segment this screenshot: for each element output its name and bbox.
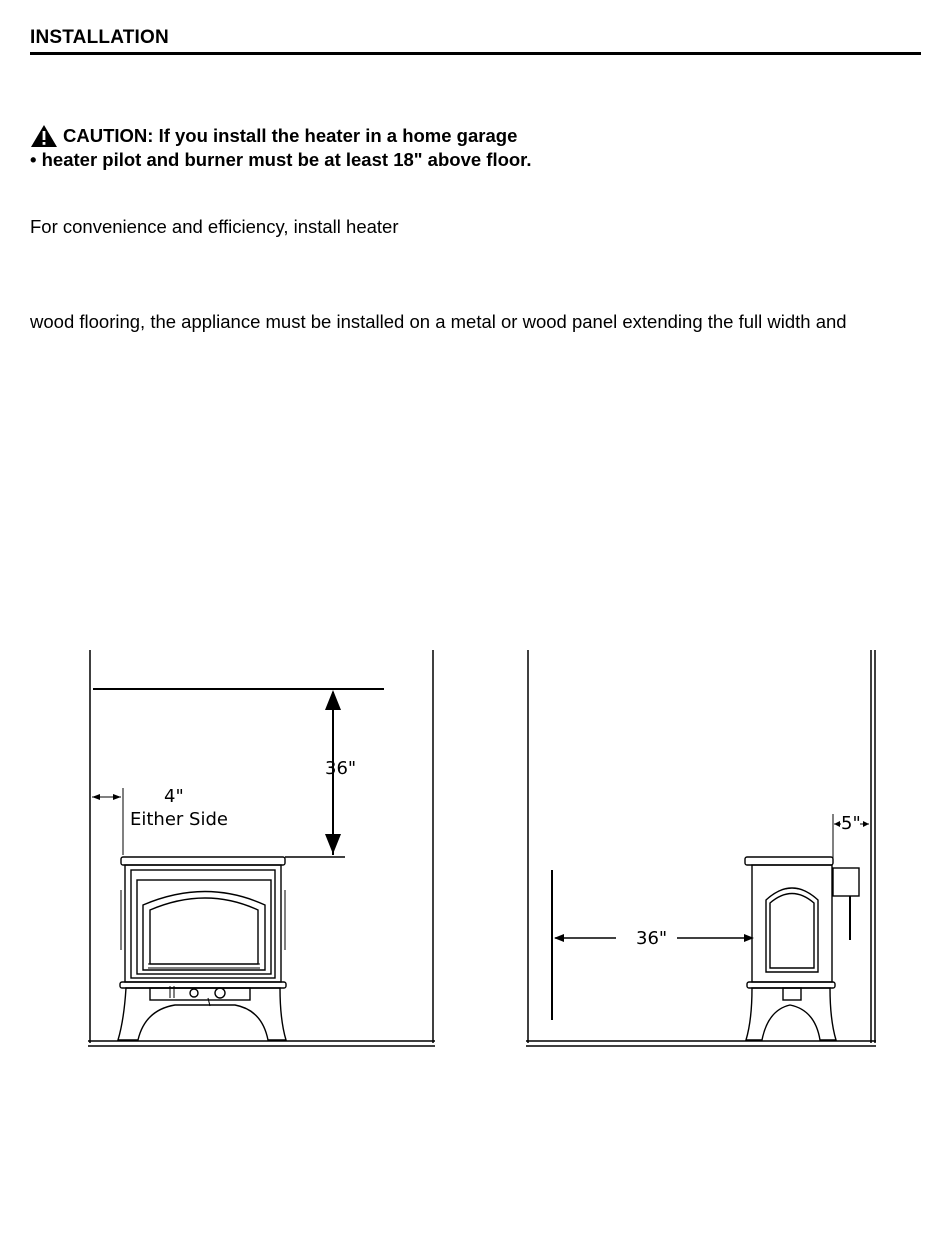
heater-front	[118, 857, 286, 1040]
top-clearance-label: 36"	[325, 758, 357, 779]
side-view-diagram	[526, 650, 876, 1046]
section-title: INSTALLATION	[30, 27, 169, 48]
front-view-diagram	[88, 650, 435, 1046]
caution-line-2: • heater pilot and burner must be at least 18" above floor.	[30, 149, 532, 170]
body-paragraph-1: For convenience and efficiency, install heater	[30, 216, 399, 237]
caution-text: CAUTION: If you install the heater in a home garage	[63, 125, 518, 146]
front-clearance-label: 36"	[636, 928, 668, 949]
side-clearance-label: 4"	[164, 786, 184, 807]
rear-clearance-label: 5"	[841, 813, 861, 834]
body-paragraph-2: wood flooring, the appliance must be installed on a metal or wood panel extending the full width and	[30, 311, 847, 332]
side-clearance-note: Either Side	[130, 809, 228, 830]
heater-side	[745, 857, 859, 1040]
